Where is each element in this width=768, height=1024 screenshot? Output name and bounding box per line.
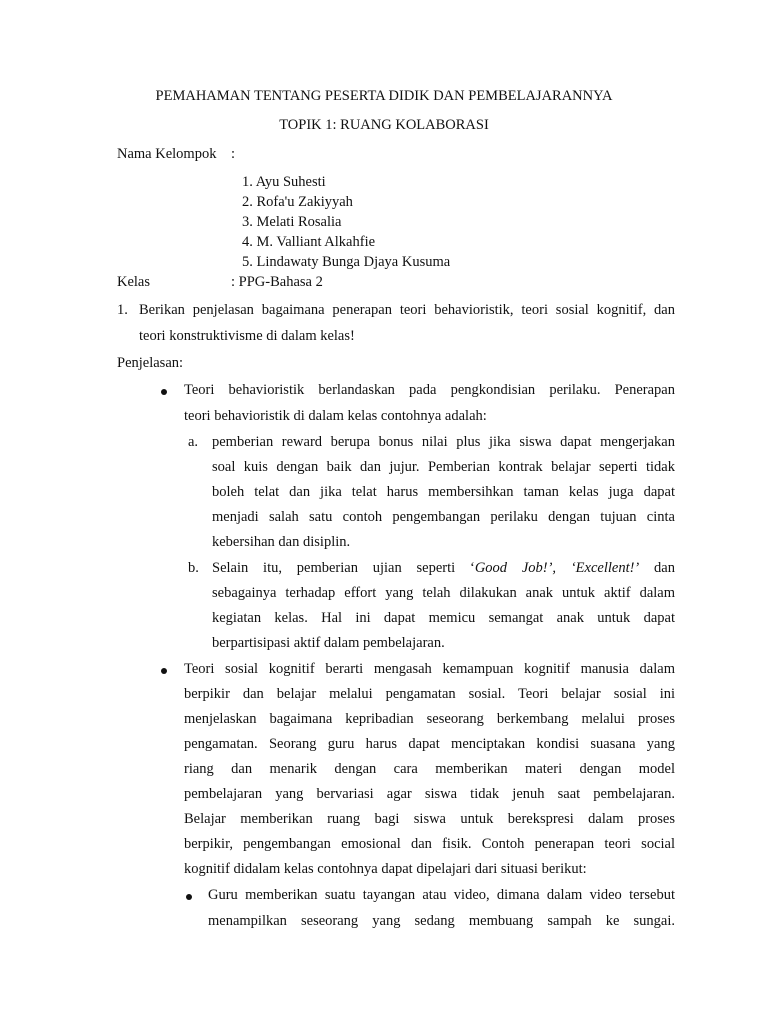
behaviorism-line: Teori behavioristik berlandaskan pada pengkondisian perilaku. Penerapan xyxy=(184,382,675,398)
bullet-icon xyxy=(161,668,167,674)
question-number: 1. xyxy=(117,302,128,318)
paragraph-line: pemberian reward berupa bonus nilai plus jika siswa dapat mengerjakan xyxy=(212,434,675,450)
paragraph-line: menjelaskan bagaimana kepribadian seseorang berkembang melalui proses xyxy=(184,711,675,727)
item-marker: b. xyxy=(188,560,199,576)
paragraph-line: menampilkan seseorang yang sedang membuang sampah ke sungai. xyxy=(208,913,675,929)
item-marker: a. xyxy=(188,434,199,450)
explanation-label: Penjelasan: xyxy=(117,355,184,371)
paragraph-line: kegiatan kelas. Hal ini dapat memicu semangat anak untuk dapat xyxy=(212,610,675,626)
paragraph-line: boleh telat dan jika telat harus membersihkan taman kelas juga dapat xyxy=(212,484,675,500)
group-colon: : xyxy=(231,146,236,162)
member-item: 3. Melati Rosalia xyxy=(242,214,342,230)
paragraph-line: berpartisipasi aktif dalam pembelajaran. xyxy=(212,635,445,651)
paragraph-line: Belajar memberikan ruang bagi siswa untuk berekspresi dalam proses xyxy=(184,811,675,827)
paragraph-line: berpikir dan belajar melalui pengamatan sosial. Teori belajar sosial ini xyxy=(184,686,675,702)
bullet-icon xyxy=(161,389,167,395)
question-line: Berikan penjelasan bagaimana penerapan teori behavioristik, teori sosial kognitif, dan xyxy=(139,302,675,318)
paragraph-line: pengamatan. Seorang guru harus dapat menciptakan kondisi suasana yang xyxy=(184,736,675,752)
group-label: Nama Kelompok xyxy=(117,146,217,162)
italic-text: Good Job!’, ‘Excellent!’ xyxy=(474,560,640,576)
text-run: dan xyxy=(639,560,675,576)
text-run: Selain itu, pemberian ujian seperti ‘ xyxy=(212,560,475,576)
paragraph-line: menjadi salah satu contoh pengembangan perilaku dengan tujuan cinta xyxy=(212,509,675,525)
behaviorism-line: teori behavioristik di dalam kelas contohnya adalah: xyxy=(184,408,487,424)
paragraph-line: kognitif didalam kelas contohnya dapat dipelajari dari situasi berikut: xyxy=(184,861,587,877)
member-item: 4. M. Valliant Alkahfie xyxy=(242,234,376,250)
bullet-icon xyxy=(186,894,192,900)
document-subtitle: TOPIK 1: RUANG KOLABORASI xyxy=(279,117,489,133)
paragraph-line xyxy=(212,560,675,577)
paragraph-line: kebersihan dan disiplin. xyxy=(212,534,351,550)
class-value: : PPG-Bahasa 2 xyxy=(231,274,323,290)
paragraph-line: Teori sosial kognitif berarti mengasah kemampuan kognitif manusia dalam xyxy=(184,661,675,677)
question-line: teori konstruktivisme di dalam kelas! xyxy=(139,328,355,344)
document-title: PEMAHAMAN TENTANG PESERTA DIDIK DAN PEMBELAJARANNYA xyxy=(155,88,613,104)
class-label: Kelas xyxy=(117,274,151,290)
paragraph-line: Guru memberikan suatu tayangan atau video, dimana dalam video tersebut xyxy=(208,887,675,903)
paragraph-line: riang dan menarik dengan cara memberikan materi dengan model xyxy=(184,761,675,777)
paragraph-line: sebagainya terhadap effort yang telah dilakukan anak untuk aktif dalam xyxy=(212,585,675,601)
paragraph-line: berpikir, pengembangan emosional dan fisik. Contoh penerapan teori social xyxy=(184,836,675,852)
paragraph-line: pembelajaran yang bervariasi agar siswa tidak jenuh saat pembelajaran. xyxy=(184,786,675,802)
member-item: 5. Lindawaty Bunga Djaya Kusuma xyxy=(242,254,451,270)
member-item: 2. Rofa'u Zakiyyah xyxy=(242,194,353,210)
paragraph-line: soal kuis dengan baik dan jujur. Pemberian kontrak belajar seperti tidak xyxy=(212,459,675,475)
member-item: 1. Ayu Suhesti xyxy=(242,174,326,190)
